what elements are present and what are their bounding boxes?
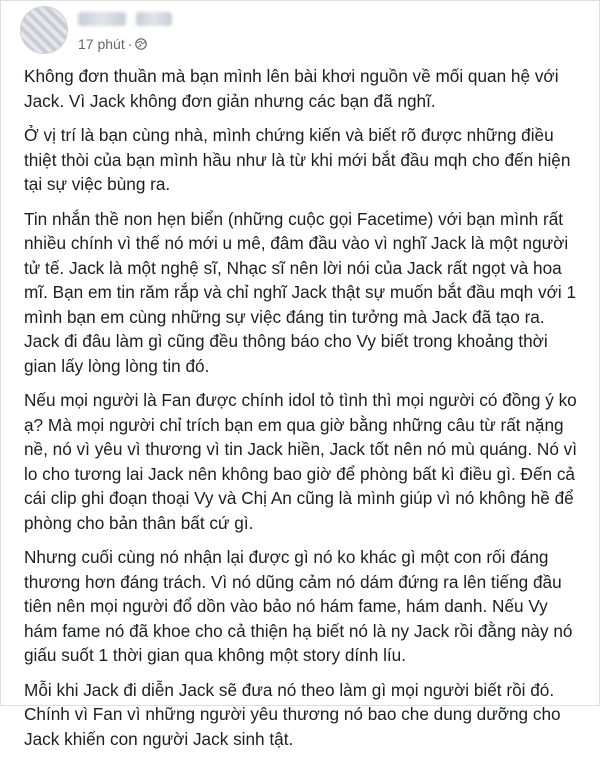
post-paragraph: Mỗi khi Jack đi diễn Jack sẽ đưa nó theo làm gì mọi người biết rồi đó. Chính vì Fan vì những người yêu thương nó bao che dung dưỡng cho Jack khiến con người Jack sinh tật. <box>24 679 561 749</box>
post-body <box>24 64 584 761</box>
globe-icon[interactable] <box>135 38 147 50</box>
meta-separator: · <box>127 36 133 52</box>
post-paragraph: Nếu mọi người là Fan được chính idol tỏ tình thì mọi người có đồng ý ko ạ? Mà mọi người chỉ trích bạn em qua giờ bằng những câu từ rất nặng nề, nó vì yêu vì thương vì tin Jack hiền, Jack tốt nên nó mù quáng. Nó vì lo cho tương lai Jack nên không bao giờ để phòng bất kì điều gì. Đến cả cái clip ghi đoạn thoại Vy và Chị An cũng là mình giúp vì nó không hề để phòng cho bản thân bất cứ gì. <box>24 390 578 533</box>
post-timestamp[interactable]: 17 phút <box>78 36 125 52</box>
post-paragraph: Nhưng cuối cùng nó nhận lại được gì nó ko khác gì một con rối đáng thương hơn đáng trách. Vì nó dũng cảm nó dám đứng ra lên tiếng đầu tiên nên mọi người đổ dồn vào bảo nó hám fame, hám danh. Nếu Vy hám fame nó đã khoe cho cả thiện hạ biết nó là ny Jack rồi đằng này nó giấu suốt 1 thời gian qua không một story dính líu. <box>24 547 573 665</box>
avatar[interactable] <box>20 6 68 54</box>
author-name[interactable] <box>78 10 208 26</box>
post-paragraph: Tin nhắn thề non hẹn biển (những cuộc gọi Facetime) với bạn mình rất nhiều chính vì thế nó mới u mê, đâm đầu vào vì nghĩ Jack là một người tử tế. Jack là một nghệ sĩ, Nhạc sĩ nên lời nói của Jack rất ngọt và hoa mĩ. Bạn em tin răm rắp và chỉ nghĩ Jack thật sự muốn bắt đầu mqh với 1 mình bạn em cùng những sự việc đáng tin tưởng mà Jack đã tạo ra. Jack đi đâu làm gì cũng đều thông báo cho Vy biết trong khoảng thời gian lấy lòng lòng tin đó. <box>24 208 577 376</box>
post-paragraph: Không đơn thuần mà bạn mình lên bài khơi nguồn về mối quan hệ với Jack. Vì Jack không đơn giản nhưng các bạn đã nghĩ. <box>24 66 559 111</box>
blurred-name <box>78 12 126 26</box>
blurred-name <box>136 12 172 26</box>
post-meta <box>78 36 147 52</box>
post-paragraph: Ở vị trí là bạn cùng nhà, mình chứng kiến và biết rõ được những điều thiệt thòi của bạn mình hầu như là từ khi mới bắt đầu mqh cho đến hiện tại sự việc bùng ra. <box>24 125 571 194</box>
